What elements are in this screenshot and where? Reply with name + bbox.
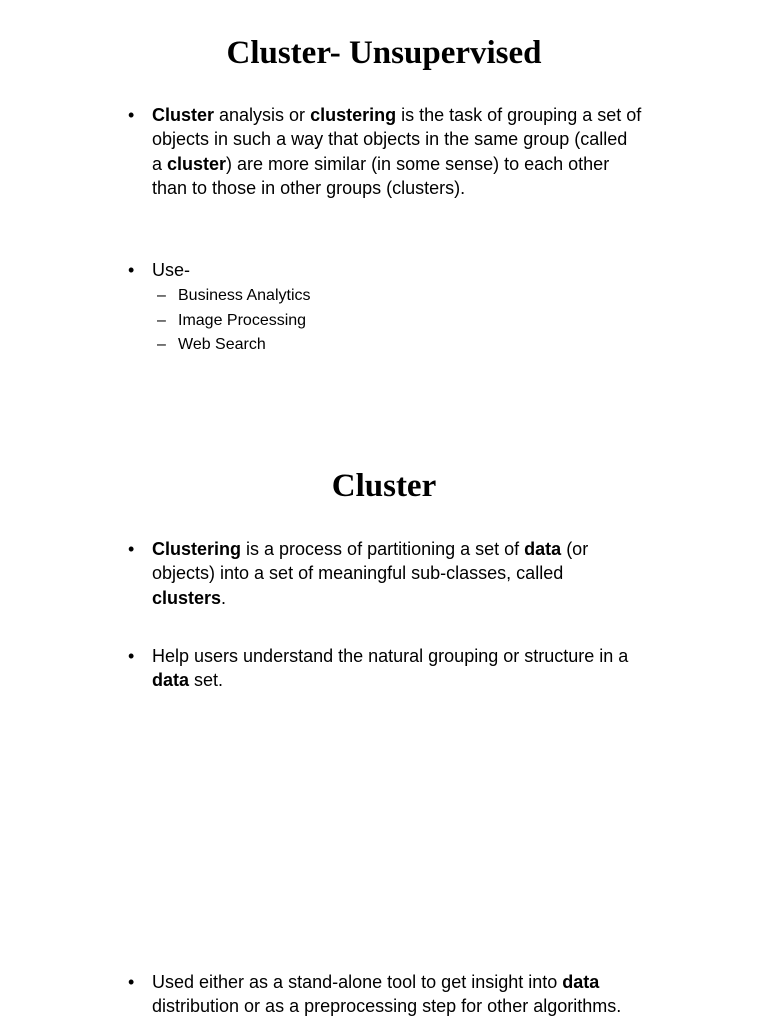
- dash-icon: –: [157, 287, 166, 304]
- bold-term: data: [152, 670, 190, 691]
- bold-term: cluster: [167, 153, 227, 174]
- text-run: .: [221, 587, 227, 608]
- bullet-icon: •: [128, 539, 135, 559]
- dash-icon: –: [157, 336, 166, 353]
- sub-item-web-search: Web Search: [178, 336, 266, 353]
- dash-icon: –: [157, 312, 166, 329]
- text-run: Help users understand the natural grouping or structure in a: [152, 646, 629, 666]
- text-run: ) are more similar (in some sense) to each other than to those in other groups (clusters).: [152, 153, 610, 198]
- sub-item-business-analytics: Business Analytics: [178, 287, 311, 304]
- text-run: set.: [189, 670, 224, 691]
- bullet-icon: •: [128, 260, 135, 280]
- bold-term: data: [524, 539, 562, 559]
- bullet-use: Use-: [152, 260, 191, 280]
- sub-item-image-processing: Image Processing: [178, 312, 307, 329]
- bold-term: clusters: [152, 587, 222, 608]
- text-run: is a process of partitioning a set of: [241, 539, 525, 559]
- bold-term: Cluster: [152, 105, 215, 125]
- text-run: Used either as a stand-alone tool to get insight into: [152, 972, 563, 992]
- bold-term: data: [562, 972, 600, 992]
- slide-title: Cluster- Unsupervised: [226, 35, 542, 71]
- text-run: distribution or as a preprocessing step for other algorithms.: [152, 996, 622, 1017]
- bullet-stand-alone-tool: [152, 970, 642, 1019]
- bullet-icon: •: [128, 972, 135, 992]
- slide-title: Cluster: [331, 468, 437, 504]
- bullet-icon: •: [128, 105, 135, 125]
- text-run: (or objects) into a set of meaningful sub-classes, called: [152, 539, 589, 584]
- text-run: analysis or: [214, 105, 311, 125]
- bold-term: Clustering: [152, 539, 242, 559]
- bullet-icon: •: [128, 646, 135, 666]
- text-run: is the task of grouping a set of objects in such a way that objects in the same group (called a: [152, 105, 642, 174]
- bold-term: clustering: [310, 105, 397, 125]
